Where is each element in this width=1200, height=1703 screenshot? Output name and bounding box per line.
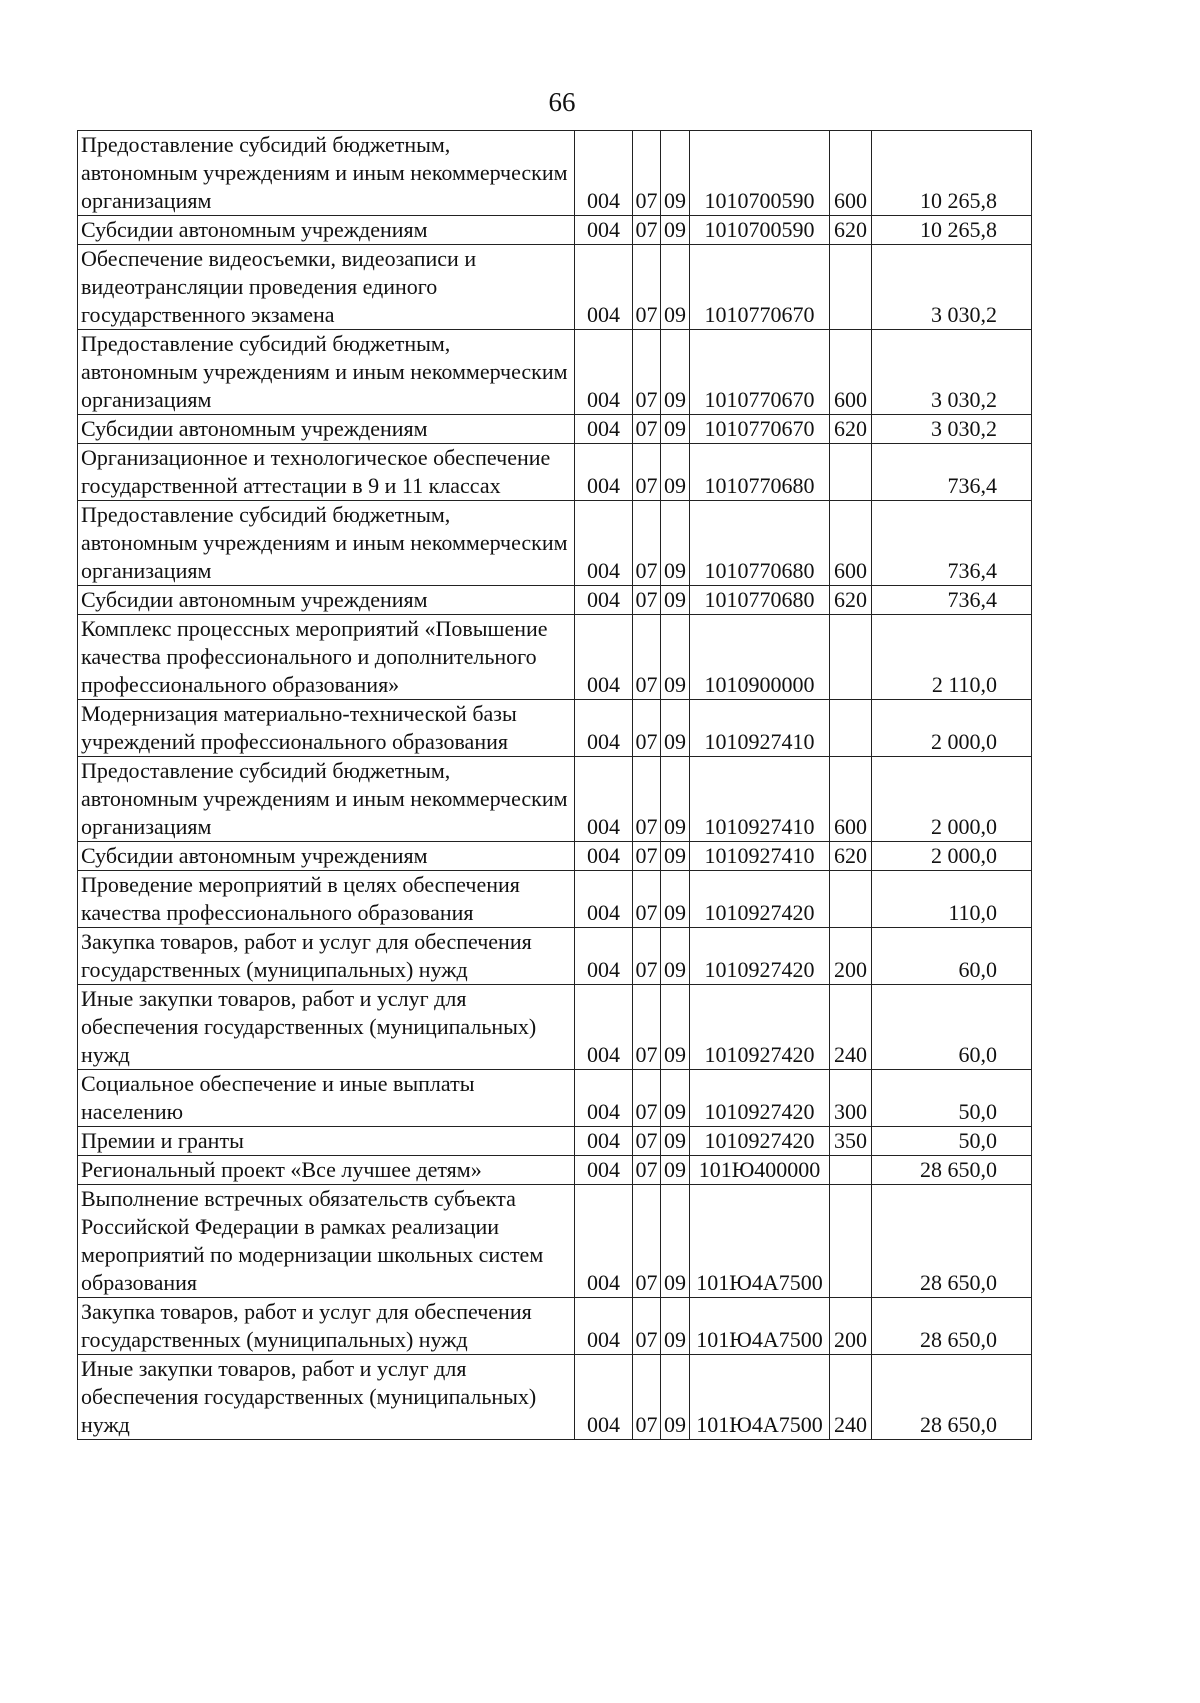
page-number: 66	[548, 87, 576, 117]
row-amount: 28 650,0	[872, 1355, 1032, 1440]
row-subsection-code: 09	[661, 330, 690, 415]
row-expense-type: 620	[830, 216, 872, 245]
row-subsection-code: 09	[661, 1156, 690, 1185]
row-name: Закупка товаров, работ и услуг для обеспечения государственных (муниципальных) нужд	[78, 1298, 575, 1355]
row-grbs-code: 004	[575, 1298, 633, 1355]
row-amount: 3 030,2	[872, 415, 1032, 444]
row-expense-type: 240	[830, 985, 872, 1070]
row-amount: 3 030,2	[872, 245, 1032, 330]
row-grbs-code: 004	[575, 842, 633, 871]
row-section-code: 07	[633, 1298, 661, 1355]
row-grbs-code: 004	[575, 216, 633, 245]
row-expense-type: 350	[830, 1127, 872, 1156]
row-target-article: 101Ю400000	[690, 1156, 830, 1185]
row-target-article: 1010927420	[690, 871, 830, 928]
table-row	[78, 1070, 1032, 1127]
row-grbs-code: 004	[575, 1127, 633, 1156]
row-target-article: 101Ю4А7500	[690, 1355, 830, 1440]
row-subsection-code: 09	[661, 615, 690, 700]
row-target-article: 1010900000	[690, 615, 830, 700]
row-subsection-code: 09	[661, 1127, 690, 1156]
row-subsection-code: 09	[661, 586, 690, 615]
row-section-code: 07	[633, 131, 661, 216]
table-row	[78, 586, 1032, 615]
row-expense-type	[830, 615, 872, 700]
row-target-article: 1010770670	[690, 330, 830, 415]
row-amount: 110,0	[872, 871, 1032, 928]
row-section-code: 07	[633, 757, 661, 842]
table-row	[78, 757, 1032, 842]
row-grbs-code: 004	[575, 1070, 633, 1127]
row-section-code: 07	[633, 1355, 661, 1440]
row-target-article: 1010927410	[690, 757, 830, 842]
row-subsection-code: 09	[661, 928, 690, 985]
row-target-article: 1010927410	[690, 700, 830, 757]
row-subsection-code: 09	[661, 1185, 690, 1298]
row-grbs-code: 004	[575, 330, 633, 415]
row-subsection-code: 09	[661, 871, 690, 928]
row-expense-type: 200	[830, 928, 872, 985]
row-grbs-code: 004	[575, 1355, 633, 1440]
row-name: Модернизация материально-технической базы учреждений профессионального образования	[78, 700, 575, 757]
row-section-code: 07	[633, 1156, 661, 1185]
row-subsection-code: 09	[661, 842, 690, 871]
table-row	[78, 1355, 1032, 1440]
row-grbs-code: 004	[575, 501, 633, 586]
row-subsection-code: 09	[661, 501, 690, 586]
row-expense-type: 240	[830, 1355, 872, 1440]
row-expense-type: 600	[830, 330, 872, 415]
row-name: Предоставление субсидий бюджетным, автономным учреждениям и иным некоммерческим организациям	[78, 757, 575, 842]
table-row	[78, 245, 1032, 330]
row-name: Социальное обеспечение и иные выплаты населению	[78, 1070, 575, 1127]
row-expense-type: 620	[830, 842, 872, 871]
row-amount: 50,0	[872, 1070, 1032, 1127]
row-amount: 28 650,0	[872, 1298, 1032, 1355]
row-name: Проведение мероприятий в целях обеспечения качества профессионального образования	[78, 871, 575, 928]
row-expense-type: 620	[830, 415, 872, 444]
row-expense-type	[830, 700, 872, 757]
row-target-article: 1010770680	[690, 586, 830, 615]
row-grbs-code: 004	[575, 444, 633, 501]
row-section-code: 07	[633, 586, 661, 615]
row-name: Иные закупки товаров, работ и услуг для обеспечения государственных (муниципальных) нужд	[78, 985, 575, 1070]
row-amount: 60,0	[872, 928, 1032, 985]
row-expense-type: 300	[830, 1070, 872, 1127]
row-grbs-code: 004	[575, 245, 633, 330]
row-expense-type	[830, 1185, 872, 1298]
row-grbs-code: 004	[575, 131, 633, 216]
row-target-article: 1010700590	[690, 131, 830, 216]
row-expense-type: 600	[830, 131, 872, 216]
row-section-code: 07	[633, 501, 661, 586]
table-body	[78, 131, 1032, 1440]
row-name: Обеспечение видеосъемки, видеозаписи и видеотрансляции проведения единого государственного экзамена	[78, 245, 575, 330]
row-expense-type: 600	[830, 501, 872, 586]
row-expense-type	[830, 871, 872, 928]
row-expense-type	[830, 1156, 872, 1185]
row-section-code: 07	[633, 444, 661, 501]
table-row	[78, 842, 1032, 871]
row-amount: 736,4	[872, 444, 1032, 501]
row-grbs-code: 004	[575, 586, 633, 615]
row-section-code: 07	[633, 615, 661, 700]
row-subsection-code: 09	[661, 1355, 690, 1440]
row-section-code: 07	[633, 415, 661, 444]
row-grbs-code: 004	[575, 871, 633, 928]
table-row	[78, 330, 1032, 415]
row-amount: 2 000,0	[872, 700, 1032, 757]
row-section-code: 07	[633, 245, 661, 330]
row-subsection-code: 09	[661, 1298, 690, 1355]
row-amount: 736,4	[872, 501, 1032, 586]
row-subsection-code: 09	[661, 985, 690, 1070]
row-name: Субсидии автономным учреждениям	[78, 216, 575, 245]
row-subsection-code: 09	[661, 1070, 690, 1127]
row-grbs-code: 004	[575, 985, 633, 1070]
row-section-code: 07	[633, 871, 661, 928]
row-target-article: 1010770680	[690, 501, 830, 586]
row-section-code: 07	[633, 330, 661, 415]
row-section-code: 07	[633, 842, 661, 871]
row-section-code: 07	[633, 928, 661, 985]
row-expense-type	[830, 444, 872, 501]
row-target-article: 1010927420	[690, 1070, 830, 1127]
row-section-code: 07	[633, 700, 661, 757]
table-row	[78, 501, 1032, 586]
row-name: Субсидии автономным учреждениям	[78, 415, 575, 444]
row-target-article: 1010770670	[690, 415, 830, 444]
row-section-code: 07	[633, 1070, 661, 1127]
row-amount: 736,4	[872, 586, 1032, 615]
row-name: Организационное и технологическое обеспечение государственной аттестации в 9 и 11 классах	[78, 444, 575, 501]
row-name: Премии и гранты	[78, 1127, 575, 1156]
row-expense-type: 200	[830, 1298, 872, 1355]
row-expense-type	[830, 245, 872, 330]
row-amount: 50,0	[872, 1127, 1032, 1156]
row-name: Субсидии автономным учреждениям	[78, 586, 575, 615]
table-row	[78, 1127, 1032, 1156]
row-subsection-code: 09	[661, 216, 690, 245]
table-row	[78, 928, 1032, 985]
row-subsection-code: 09	[661, 245, 690, 330]
table-row	[78, 615, 1032, 700]
table-row	[78, 700, 1032, 757]
table-row	[78, 415, 1032, 444]
row-subsection-code: 09	[661, 131, 690, 216]
row-name: Субсидии автономным учреждениям	[78, 842, 575, 871]
row-name: Региональный проект «Все лучшее детям»	[78, 1156, 575, 1185]
row-name: Предоставление субсидий бюджетным, автономным учреждениям и иным некоммерческим организациям	[78, 330, 575, 415]
row-expense-type: 620	[830, 586, 872, 615]
row-amount: 2 000,0	[872, 757, 1032, 842]
table-row	[78, 1156, 1032, 1185]
row-section-code: 07	[633, 216, 661, 245]
budget-table	[77, 130, 1032, 1440]
row-grbs-code: 004	[575, 1185, 633, 1298]
row-section-code: 07	[633, 1127, 661, 1156]
row-subsection-code: 09	[661, 415, 690, 444]
row-amount: 3 030,2	[872, 330, 1032, 415]
row-target-article: 1010927420	[690, 1127, 830, 1156]
row-subsection-code: 09	[661, 444, 690, 501]
row-amount: 28 650,0	[872, 1185, 1032, 1298]
row-target-article: 1010927420	[690, 985, 830, 1070]
table-row	[78, 1298, 1032, 1355]
table-row	[78, 131, 1032, 216]
row-target-article: 101Ю4А7500	[690, 1298, 830, 1355]
row-grbs-code: 004	[575, 415, 633, 444]
row-name: Предоставление субсидий бюджетным, автономным учреждениям и иным некоммерческим организациям	[78, 501, 575, 586]
row-section-code: 07	[633, 1185, 661, 1298]
row-grbs-code: 004	[575, 1156, 633, 1185]
row-target-article: 1010770670	[690, 245, 830, 330]
table-row	[78, 985, 1032, 1070]
row-target-article: 101Ю4А7500	[690, 1185, 830, 1298]
row-target-article: 1010770680	[690, 444, 830, 501]
row-target-article: 1010700590	[690, 216, 830, 245]
row-name: Иные закупки товаров, работ и услуг для обеспечения государственных (муниципальных) нужд	[78, 1355, 575, 1440]
row-amount: 28 650,0	[872, 1156, 1032, 1185]
row-target-article: 1010927410	[690, 842, 830, 871]
table-row	[78, 871, 1032, 928]
table-row	[78, 216, 1032, 245]
row-grbs-code: 004	[575, 615, 633, 700]
row-name: Выполнение встречных обязательств субъекта Российской Федерации в рамках реализации мероприятий по модернизации школьных систем образования	[78, 1185, 575, 1298]
row-amount: 10 265,8	[872, 131, 1032, 216]
row-section-code: 07	[633, 985, 661, 1070]
row-grbs-code: 004	[575, 928, 633, 985]
row-amount: 10 265,8	[872, 216, 1032, 245]
row-amount: 60,0	[872, 985, 1032, 1070]
table-row	[78, 1185, 1032, 1298]
row-name: Комплекс процессных мероприятий «Повышение качества профессионального и дополнительного профессионального образования»	[78, 615, 575, 700]
row-amount: 2 110,0	[872, 615, 1032, 700]
row-grbs-code: 004	[575, 700, 633, 757]
row-name: Закупка товаров, работ и услуг для обеспечения государственных (муниципальных) нужд	[78, 928, 575, 985]
row-subsection-code: 09	[661, 700, 690, 757]
row-expense-type: 600	[830, 757, 872, 842]
row-target-article: 1010927420	[690, 928, 830, 985]
row-subsection-code: 09	[661, 757, 690, 842]
row-name: Предоставление субсидий бюджетным, автономным учреждениям и иным некоммерческим организациям	[78, 131, 575, 216]
table-row	[78, 444, 1032, 501]
row-grbs-code: 004	[575, 757, 633, 842]
row-amount: 2 000,0	[872, 842, 1032, 871]
